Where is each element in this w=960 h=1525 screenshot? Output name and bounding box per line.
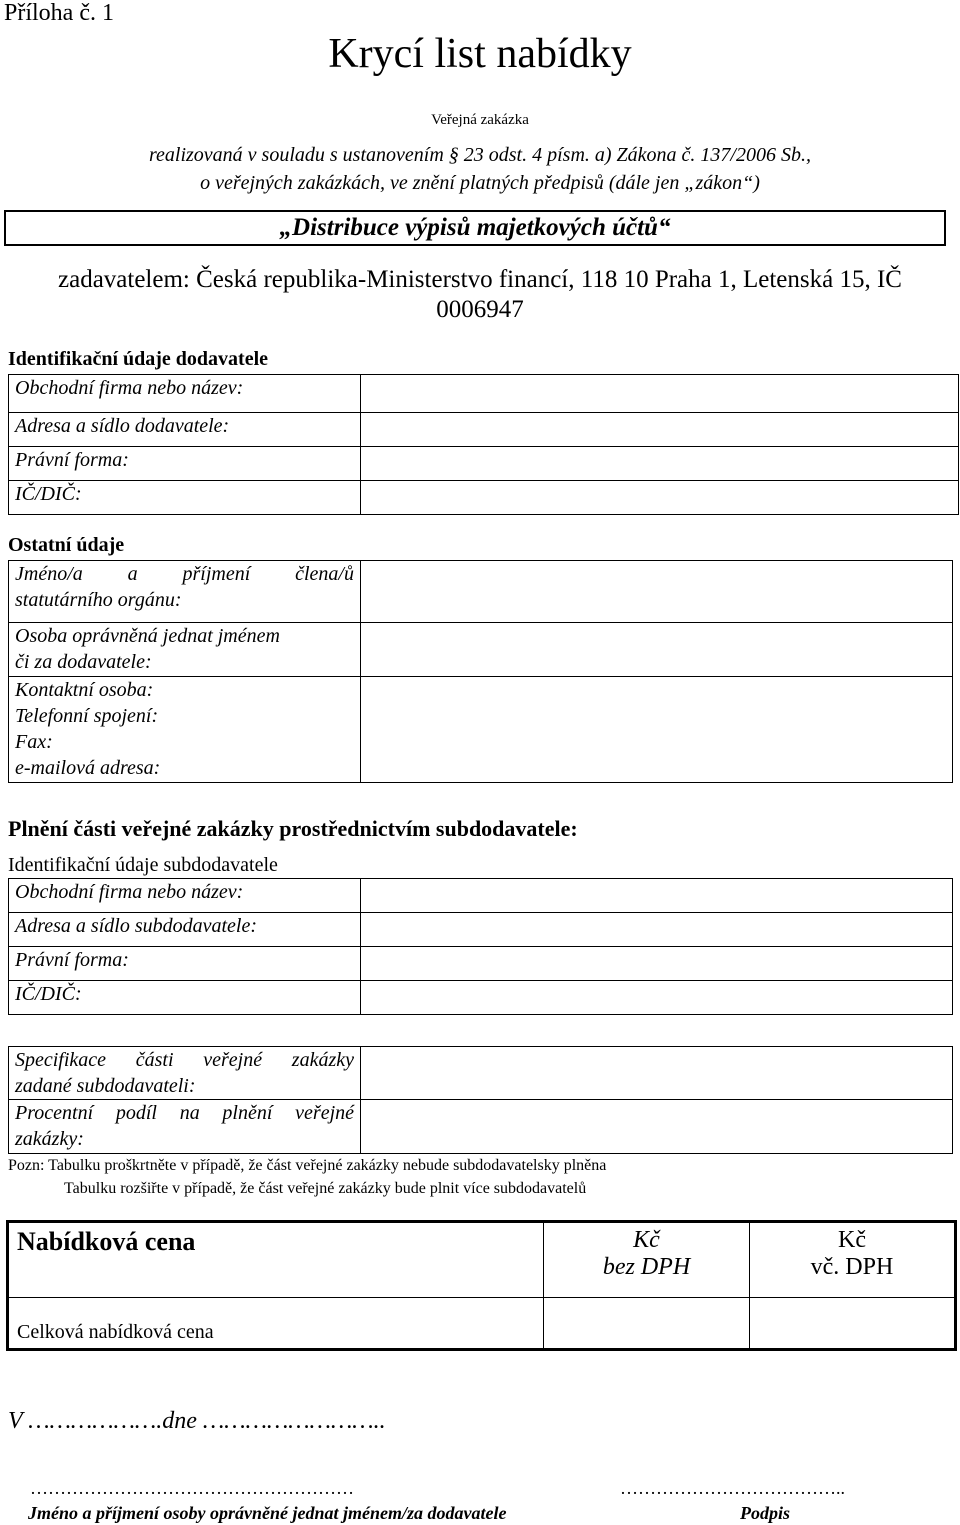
total-price-excl-vat-field[interactable]: [544, 1298, 750, 1350]
price-incl-vat-line-1: Kč: [838, 1227, 866, 1253]
signature-label: Podpis: [740, 1503, 791, 1523]
name-signature-line[interactable]: ………………………………………………: [30, 1478, 354, 1498]
supplier-table: [8, 374, 959, 515]
supplier-address-field[interactable]: [361, 413, 959, 447]
sub-name-label: Obchodní firma nebo název:: [9, 879, 361, 913]
sub-ico-dic-field[interactable]: [361, 981, 953, 1015]
statutory-label: [9, 561, 361, 623]
law-line-1: realizovaná v souladu s ustanovením § 23 odst. 4 písm. a) Zákona č. 137/2006 Sb.,: [148, 144, 811, 166]
supplier-legal-form-field[interactable]: [361, 447, 959, 481]
contact-labels: [9, 677, 361, 783]
supplier-ico-dic-field[interactable]: [361, 481, 959, 515]
supplier-name-label: Obchodní firma nebo název:: [9, 375, 361, 413]
supplier-name-field[interactable]: [361, 375, 959, 413]
annex-label: Příloha č. 1: [4, 0, 114, 26]
sub-address-field[interactable]: [361, 913, 953, 947]
authorized-person-label: [9, 623, 361, 677]
price-excl-vat-header: [544, 1222, 750, 1298]
project-name-box: [4, 210, 946, 246]
page-title: Krycí list nabídky: [328, 31, 632, 77]
contact-field[interactable]: [361, 677, 953, 783]
signatory-name-label: Jméno a příjmení osoby oprávněné jednat jménem/za dodavatele: [28, 1503, 507, 1523]
other-heading: Ostatní údaje: [8, 534, 125, 556]
supplier-ico-dic-label: IČ/DIČ:: [9, 481, 361, 515]
spec-label-line-1: Specifikace části veřejné zakázky: [15, 1049, 354, 1071]
sub-name-field[interactable]: [361, 879, 953, 913]
spec-label-line-2: zadané subdodavateli:: [15, 1075, 196, 1097]
fax-label: Fax:: [15, 731, 53, 753]
share-label-line-2: zakázky:: [15, 1128, 84, 1150]
price-excl-vat-line-1: Kč: [633, 1227, 660, 1253]
statutory-label-line-1: Jméno/a a příjmení člena/ů: [15, 563, 354, 585]
project-name: „Distribuce výpisů majetkových účtů“: [279, 214, 671, 241]
contracting-authority-line-1: zadavatelem: Česká republika-Ministerstvo financí, 118 10 Praha 1, Letenská 15, IČ: [58, 266, 902, 293]
note-line-2: Tabulku rozšiřte v případě, že část veřejné zakázky bude plnit více subdodavatelů: [64, 1180, 587, 1197]
subcontractor-subheading: Identifikační údaje subdodavatele: [8, 854, 278, 876]
contact-person-label: Kontaktní osoba:: [15, 679, 154, 701]
price-heading: Nabídková cena: [17, 1227, 196, 1256]
spec-field[interactable]: [361, 1047, 953, 1100]
email-label: e-mailová adresa:: [15, 757, 161, 779]
price-incl-vat-header: [750, 1222, 956, 1298]
total-price-label: Celková nabídková cena: [8, 1298, 544, 1350]
share-label-line-1: Procentní podíl na plnění veřejné: [15, 1102, 354, 1124]
place-date-line[interactable]: V ……………….dne ……………………..: [8, 1408, 386, 1434]
statutory-label-line-2: statutárního orgánu:: [15, 589, 182, 611]
price-excl-vat-line-2: bez DPH: [602, 1254, 691, 1280]
share-field[interactable]: [361, 1100, 953, 1154]
authorized-person-field[interactable]: [361, 623, 953, 677]
price-table: [6, 1220, 957, 1351]
subcontract-share-table: [8, 1046, 953, 1154]
price-heading-cell: [8, 1222, 544, 1298]
law-line-2: o veřejných zakázkách, ve znění platných předpisů (dále jen „zákon“): [200, 172, 760, 194]
price-incl-vat-line-2: vč. DPH: [810, 1254, 894, 1280]
statutory-field[interactable]: [361, 561, 953, 623]
signature-line[interactable]: ………………………………..: [620, 1478, 845, 1498]
spec-label: [9, 1047, 361, 1100]
supplier-legal-form-label: Právní forma:: [9, 447, 361, 481]
authorized-label-line-2: či za dodavatele:: [15, 651, 152, 673]
subcontractor-table: [8, 878, 953, 1015]
share-label: [9, 1100, 361, 1154]
authorized-label-line-1: Osoba oprávněná jednat jménem: [15, 625, 280, 647]
contracting-authority-line-2: 0006947: [436, 296, 524, 323]
phone-label: Telefonní spojení:: [15, 705, 159, 727]
sub-legal-form-label: Právní forma:: [9, 947, 361, 981]
total-price-incl-vat-field[interactable]: [750, 1298, 956, 1350]
subcontractor-heading: Plnění části veřejné zakázky prostřednictvím subdodavatele:: [8, 816, 578, 841]
other-table: [8, 560, 953, 783]
lead-text: Veřejná zakázka: [431, 112, 529, 128]
supplier-address-label: Adresa a sídlo dodavatele:: [9, 413, 361, 447]
sub-legal-form-field[interactable]: [361, 947, 953, 981]
sub-ico-dic-label: IČ/DIČ:: [9, 981, 361, 1015]
note-line-1: Pozn: Tabulku proškrtněte v případě, že část veřejné zakázky nebude subdodavatelsky plněna: [8, 1157, 607, 1174]
sub-address-label: Adresa a sídlo subdodavatele:: [9, 913, 361, 947]
supplier-heading: Identifikační údaje dodavatele: [8, 348, 269, 370]
